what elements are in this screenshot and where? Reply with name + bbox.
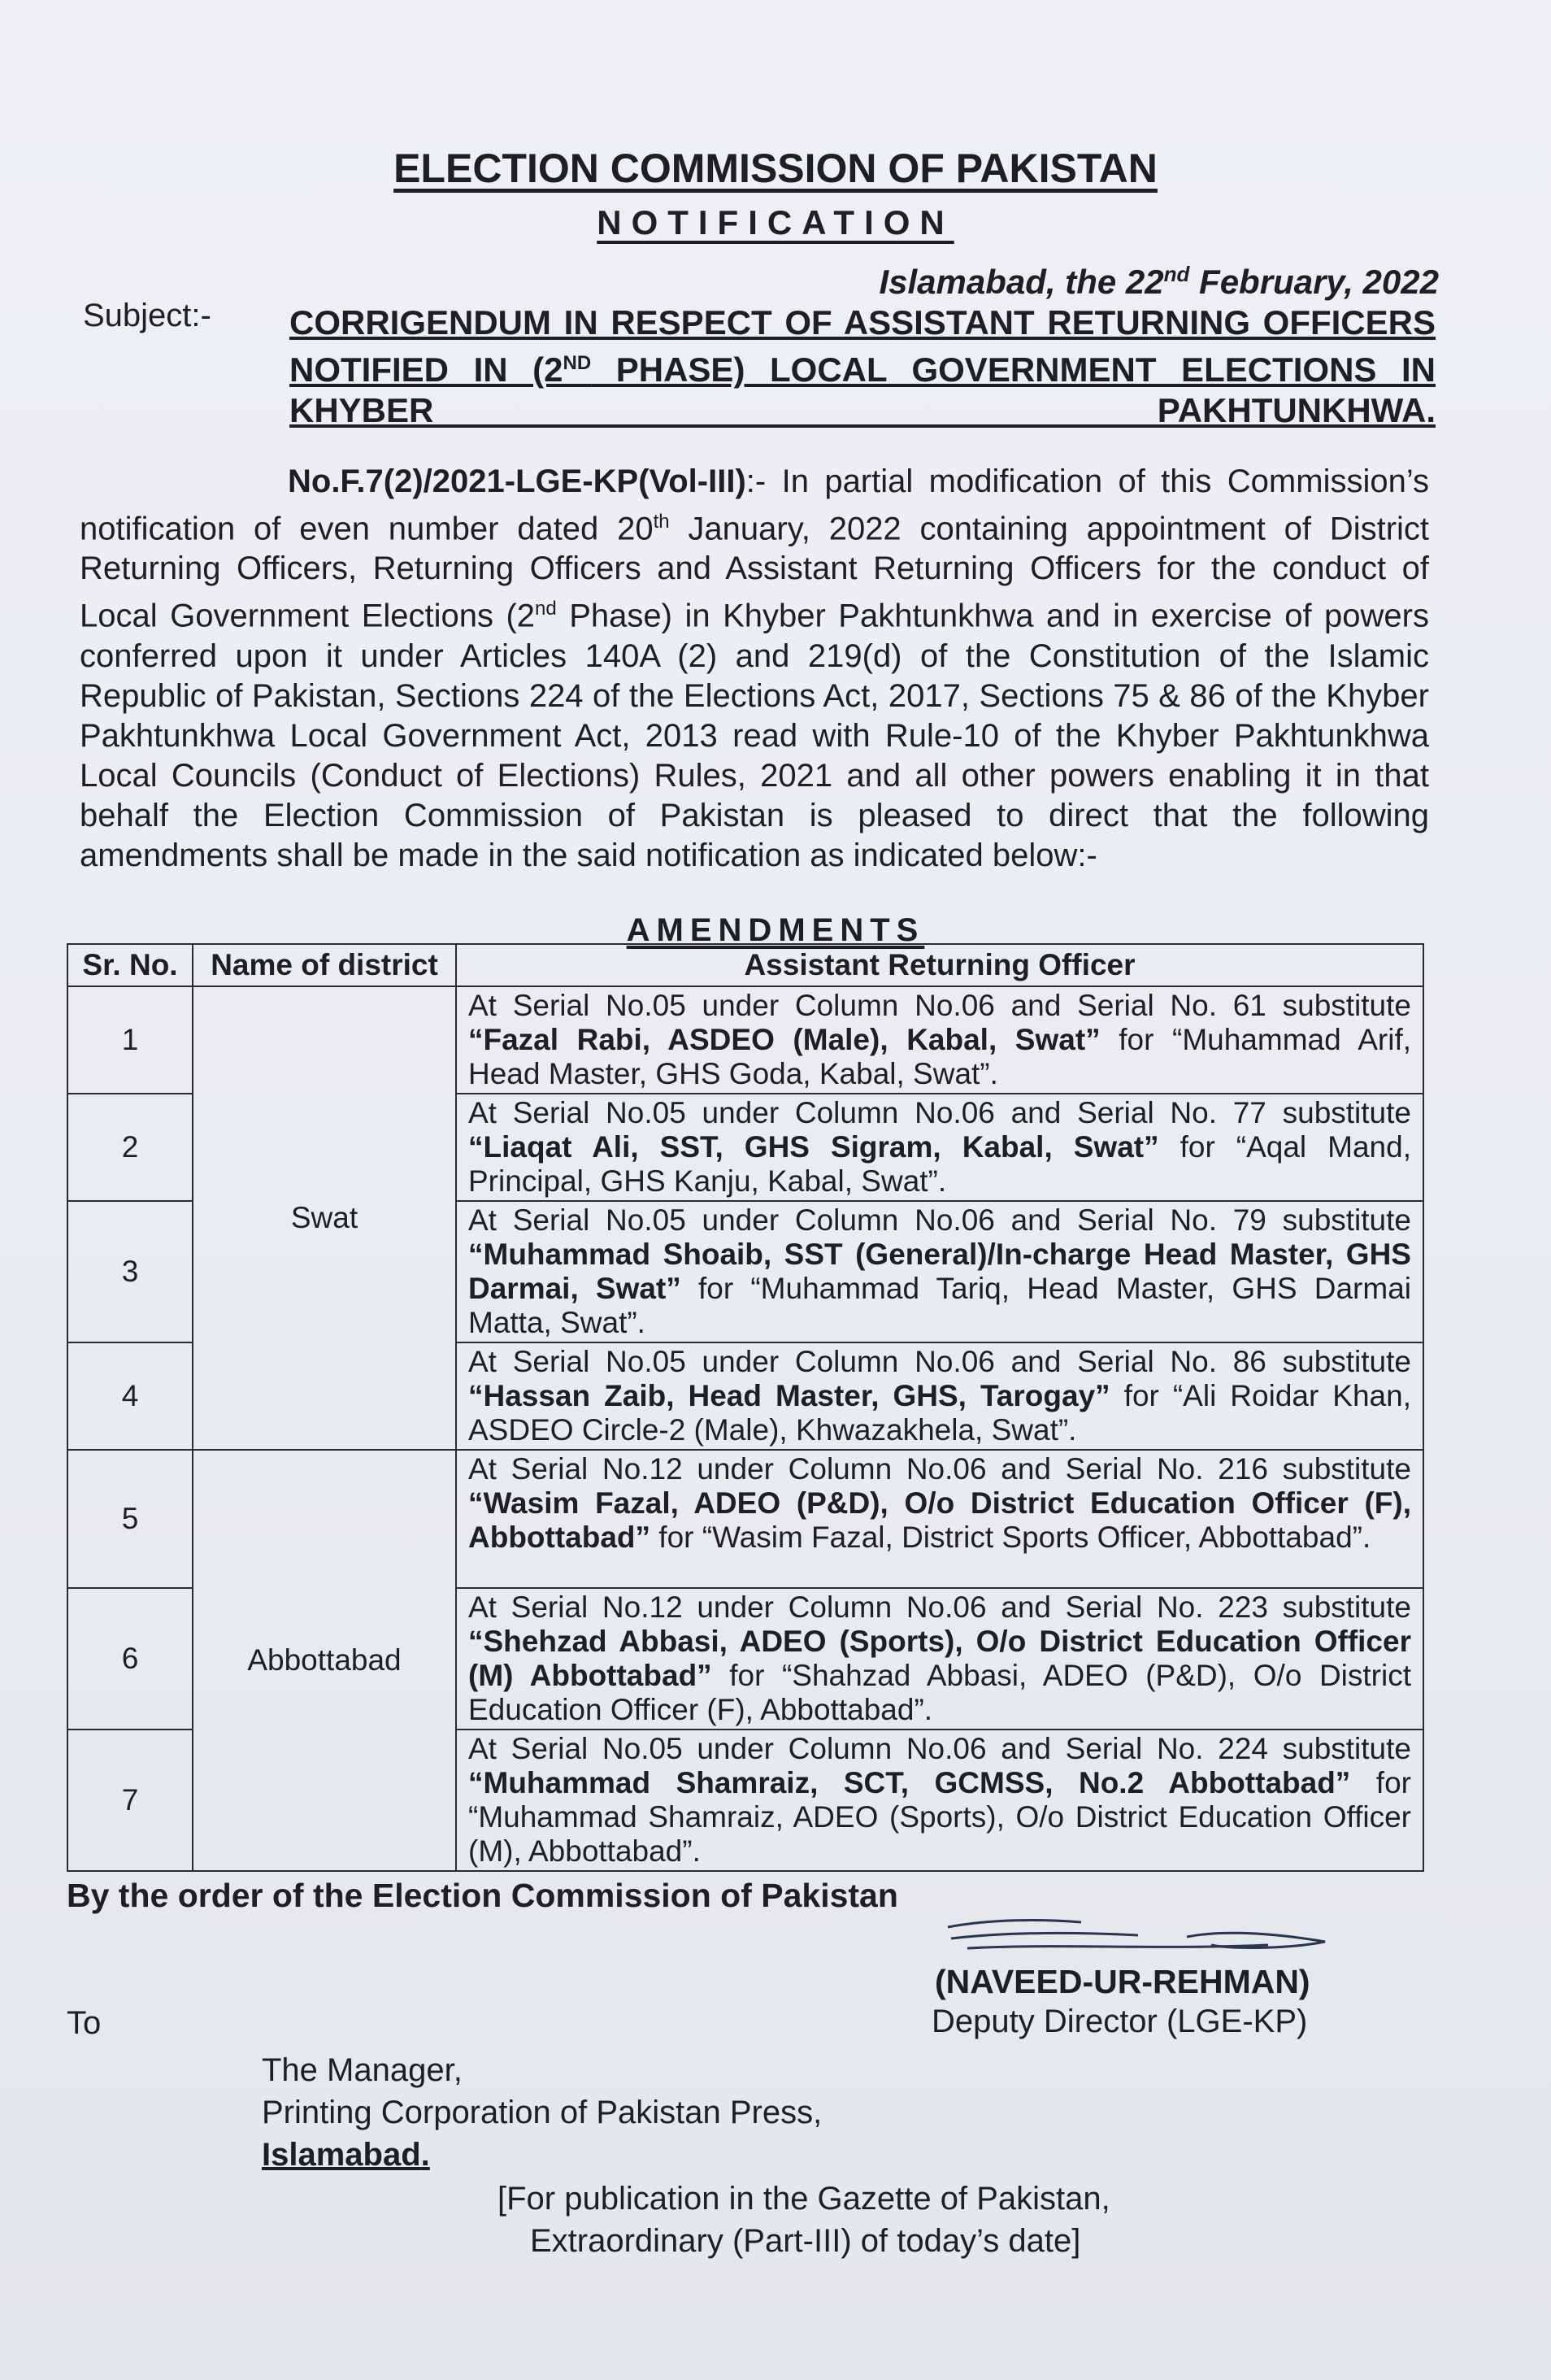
aro-cell: At Serial No.05 under Column No.06 and Serial No. 77 substitute “Liaqat Ali, SST, GHS Sigram, Kabal, Swat” for “Aqal Mand, Principal, GHS Kanju, Kabal, Swat”. xyxy=(456,1094,1423,1201)
publication-note: [For publication in the Gazette of Pakistan, xyxy=(497,2181,1110,2217)
district-cell-abbottabad: Abbottabad xyxy=(193,1450,456,1871)
publication-note: Extraordinary (Part-III) of today’s date] xyxy=(530,2223,1081,2259)
subject-label: Subject:- xyxy=(83,298,211,333)
to-label: To xyxy=(67,2005,102,2041)
address-line: The Manager, xyxy=(262,2052,463,2088)
signer-name: (NAVEED-UR-REHMAN) xyxy=(935,1963,1310,2000)
aro-cell: At Serial No.05 under Column No.06 and Serial No. 79 substitute “Muhammad Shoaib, SST (General)/In-charge Head Master, GHS Darmai, Swat” for “Muhammad Tariq, Head Master, GHS Darmai Matta, Swat”. xyxy=(456,1201,1423,1342)
dateline: Islamabad, the 22nd February, 2022 xyxy=(879,262,1439,301)
header-sr-no: Sr. No. xyxy=(67,944,193,986)
sr-no-cell: 6 xyxy=(67,1588,193,1730)
signer-title: Deputy Director (LGE-KP) xyxy=(932,2004,1308,2039)
header-aro: Assistant Returning Officer xyxy=(456,944,1423,986)
sr-no-cell: 7 xyxy=(67,1730,193,1871)
subject-text: CORRIGENDUM IN RESPECT OF ASSISTANT RETURNING OFFICERS NOTIFIED IN (2ND PHASE) LOCAL GOVERNMENT ELECTIONS IN KHYBER PAKHTUNKHWA. xyxy=(289,303,1436,429)
order-line: By the order of the Election Commission of Pakistan xyxy=(67,1877,898,1914)
table-row xyxy=(67,1450,1423,1588)
signature xyxy=(943,1908,1349,1964)
sr-no-cell: 1 xyxy=(67,986,193,1094)
district-cell-swat: Swat xyxy=(193,986,456,1450)
aro-cell: At Serial No.12 under Column No.06 and Serial No. 223 substitute “Shehzad Abbasi, ADEO (Sports), O/o District Education Officer (M) Abbottabad” for “Shahzad Abbasi, ADEO (P&D), O/o District Education Officer (F), Abbottabad”. xyxy=(456,1588,1423,1730)
table-row xyxy=(67,986,1423,1094)
aro-cell: At Serial No.12 under Column No.06 and Serial No. 216 substitute “Wasim Fazal, ADEO (P&D), O/o District Education Officer (F), Abbottabad” for “Wasim Fazal, District Sports Officer, Abbottabad”. xyxy=(456,1450,1423,1588)
sr-no-cell: 3 xyxy=(67,1201,193,1342)
sr-no-cell: 4 xyxy=(67,1342,193,1450)
body-paragraph: No.F.7(2)/2021-LGE-KP(Vol-III):- In partial modification of this Commission’s notification of even number dated 20th January, 2022 containing appointment of District Returning Officers, Returning Officers and Assistant Returning Officers for the conduct of Local Government Elections (2nd Phase) in Khyber Pakhtunkhwa and in exercise of powers conferred upon it under Articles 140A (2) and 219(d) of the Constitution of the Islamic Republic of Pakistan, Sections 224 of the Elections Act, 2017, Sections 75 & 86 of the Khyber Pakhtunkhwa Local Government Act, 2013 read with Rule-10 of the Khyber Pakhtunkhwa Local Councils (Conduct of Elections) Rules, 2021 and all other powers enabling it in that behalf the Election Commission of Pakistan is pleased to direct that the following amendments shall be made in the said notification as indicated below:- xyxy=(80,463,1430,873)
address-line: Printing Corporation of Pakistan Press, xyxy=(262,2095,823,2130)
table-header-row xyxy=(67,944,1423,986)
amendments-title: AMENDMENTS xyxy=(626,912,925,948)
sr-no-cell: 5 xyxy=(67,1450,193,1588)
aro-cell: At Serial No.05 under Column No.06 and Serial No. 86 substitute “Hassan Zaib, Head Master, GHS, Tarogay” for “Ali Roidar Khan, ASDEO Circle-2 (Male), Khwazakhela, Swat”. xyxy=(456,1342,1423,1450)
document-type: NOTIFICATION xyxy=(597,203,954,241)
amendments-table xyxy=(67,943,1424,1872)
aro-cell: At Serial No.05 under Column No.06 and Serial No. 224 substitute “Muhammad Shamraiz, SCT, GCMSS, No.2 Abbottabad” for “Muhammad Shamraiz, ADEO (Sports), O/o District Education Officer (M), Abbottabad”. xyxy=(456,1730,1423,1871)
aro-cell: At Serial No.05 under Column No.06 and Serial No. 61 substitute “Fazal Rabi, ASDEO (Male), Kabal, Swat” for “Muhammad Arif, Head Master, GHS Goda, Kabal, Swat”. xyxy=(456,986,1423,1094)
reference-number: No.F.7(2)/2021-LGE-KP(Vol-III) xyxy=(288,463,746,499)
header-district: Name of district xyxy=(193,944,456,986)
sr-no-cell: 2 xyxy=(67,1094,193,1201)
address-city: Islamabad. xyxy=(262,2137,430,2173)
organization-title: ELECTION COMMISSION OF PAKISTAN xyxy=(393,146,1158,191)
